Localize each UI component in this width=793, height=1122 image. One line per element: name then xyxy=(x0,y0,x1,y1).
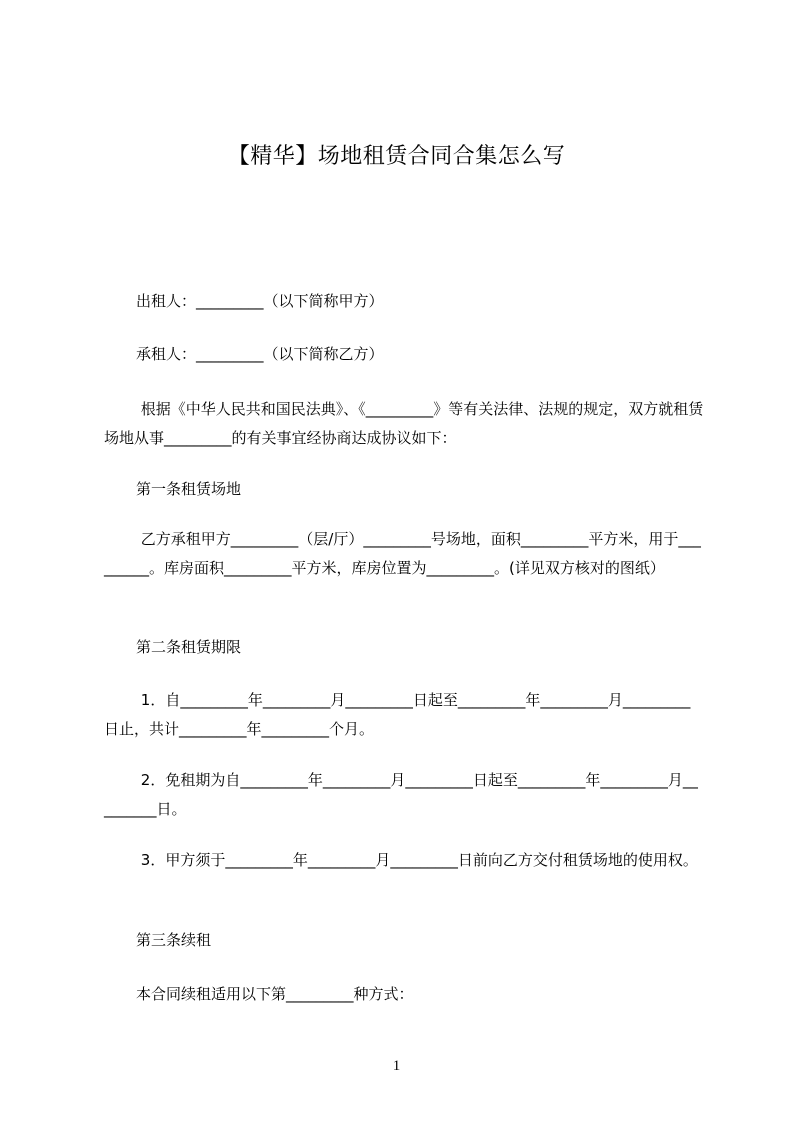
article-2-item-1: 1．自_________年_________月_________日起至_________年_________月_________日止，共计_________年_________个月。 xyxy=(104,691,691,738)
article-1-heading: 第一条租赁场地 xyxy=(136,480,242,498)
article-2-item-2: 2．免租期为自_________年_________月_________日起至_________年_________月_________日。 xyxy=(104,771,698,818)
article-1-paragraph: 乙方承租甲方_________（层/厅）_________号场地，面积_________平方米，用于_________。库房面积_________平方米，库房位置为_________。(详见双方核对的图纸） xyxy=(104,530,701,577)
article-3-paragraph: 本合同续租适用以下第_________种方式： xyxy=(136,985,414,1003)
page-number: 1 xyxy=(392,1058,401,1074)
lessor-line: 出租人：_________（以下简称甲方） xyxy=(136,292,384,310)
article-3-heading: 第三条续租 xyxy=(136,931,212,949)
lessee-line: 承租人：_________（以下简称乙方） xyxy=(136,345,384,363)
article-2-item-3: 3．甲方须于_________年_________月_________日前向乙方交付租赁场地的使用权。 xyxy=(136,851,698,869)
document-title: 【精华】场地租赁合同合集怎么写 xyxy=(227,144,566,169)
preamble-paragraph: 根据《中华人民共和国民法典》、《_________》等有关法律、法规的规定，双方就租赁场地从事_________的有关事宜经协商达成协议如下： xyxy=(104,400,704,447)
article-2-heading: 第二条租赁期限 xyxy=(136,638,242,656)
